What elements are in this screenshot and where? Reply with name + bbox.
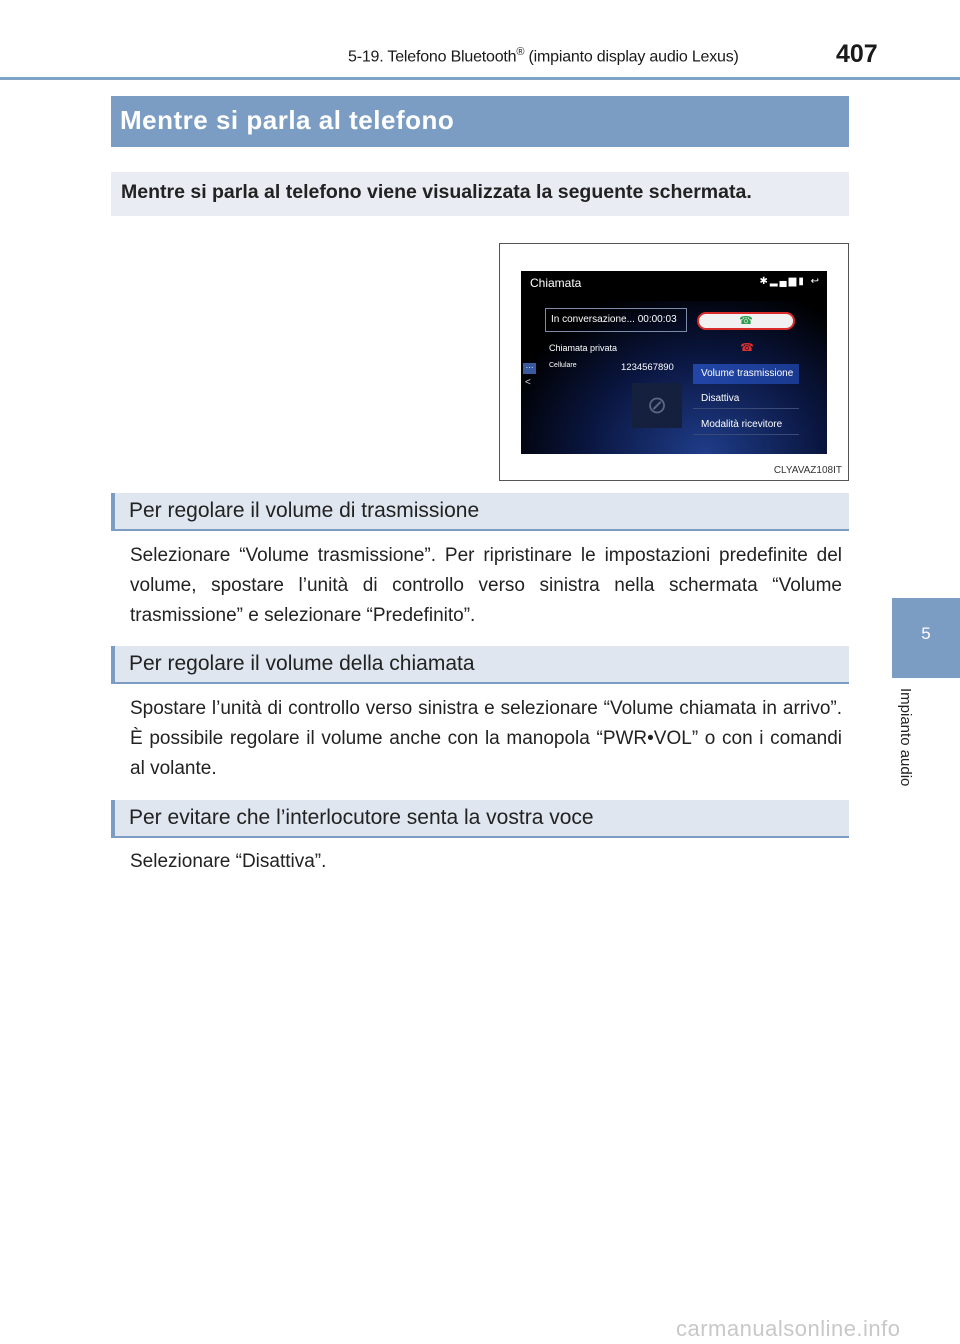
call-status: In conversazione... 00:00:03	[551, 314, 677, 325]
left-arrow-icon: <	[525, 377, 531, 388]
display-screen	[521, 271, 827, 454]
hangup-phone-icon: ☎	[740, 342, 754, 354]
option-modalita-ricevitore: Modalità ricevitore	[693, 415, 799, 435]
section-title: Per regolare il volume di trasmissione	[129, 499, 480, 522]
watermark: carmanualsonline.info	[676, 1316, 901, 1341]
section-header-volume-trasmissione	[111, 493, 849, 531]
main-title-text: Mentre si parla al telefono	[120, 105, 455, 135]
section-title: Per regolare il volume della chiamata	[129, 652, 475, 675]
section-title: Per evitare che l’interlocutore senta la vostra voce	[129, 806, 594, 829]
chapter-tab-label: Impianto audio	[897, 688, 914, 787]
section-header-disattiva	[111, 800, 849, 838]
screen-title: Chiamata	[530, 276, 582, 290]
section-text: Spostare l’unità di controllo verso sinistra e selezionare “Volume chiamata in arrivo”. È possibile regolare il volume anche con la manopola “PWR•VOL” o con i comandi al volante.	[130, 698, 842, 779]
page-number: 407	[836, 40, 878, 68]
header-divider	[0, 77, 960, 80]
section-header-volume-chiamata	[111, 646, 849, 684]
private-call-label: Chiamata privata	[549, 343, 618, 353]
screen-figure	[499, 243, 849, 481]
figure-code: CLYAVAZ108IT	[773, 465, 842, 476]
status-icons: ✱▂▄▆▮ ↩	[759, 276, 821, 287]
answer-phone-icon: ☎	[697, 312, 795, 330]
call-status-box	[545, 308, 687, 332]
option-disattiva: Disattiva	[693, 389, 799, 409]
page-header	[0, 0, 960, 80]
section-text: Selezionare “Disattiva”.	[130, 851, 327, 872]
intro-box	[111, 172, 849, 216]
section-text: Selezionare “Volume trasmissione”. Per ripristinare le impostazioni predefinite del volume, spostare l’unità di controllo verso sinistra nella schermata “Volume trasmissione” e selezionare “Predefinito”.	[130, 545, 842, 626]
more-icon: ···	[523, 363, 536, 374]
intro-text: Mentre si parla al telefono viene visualizzata la seguente schermata.	[121, 181, 752, 203]
chapter-tab	[892, 598, 960, 678]
option-volume-trasmissione: Volume trasmissione	[693, 364, 799, 384]
chapter-title: 5-19. Telefono Bluetooth® (impianto display audio Lexus)	[348, 46, 739, 66]
chapter-tab-number: 5	[921, 624, 931, 643]
phone-number: 1234567890	[621, 362, 674, 373]
mobile-label: Cellulare	[549, 362, 577, 369]
block-icon: ⊘	[632, 383, 682, 428]
section-main-title	[111, 96, 849, 147]
